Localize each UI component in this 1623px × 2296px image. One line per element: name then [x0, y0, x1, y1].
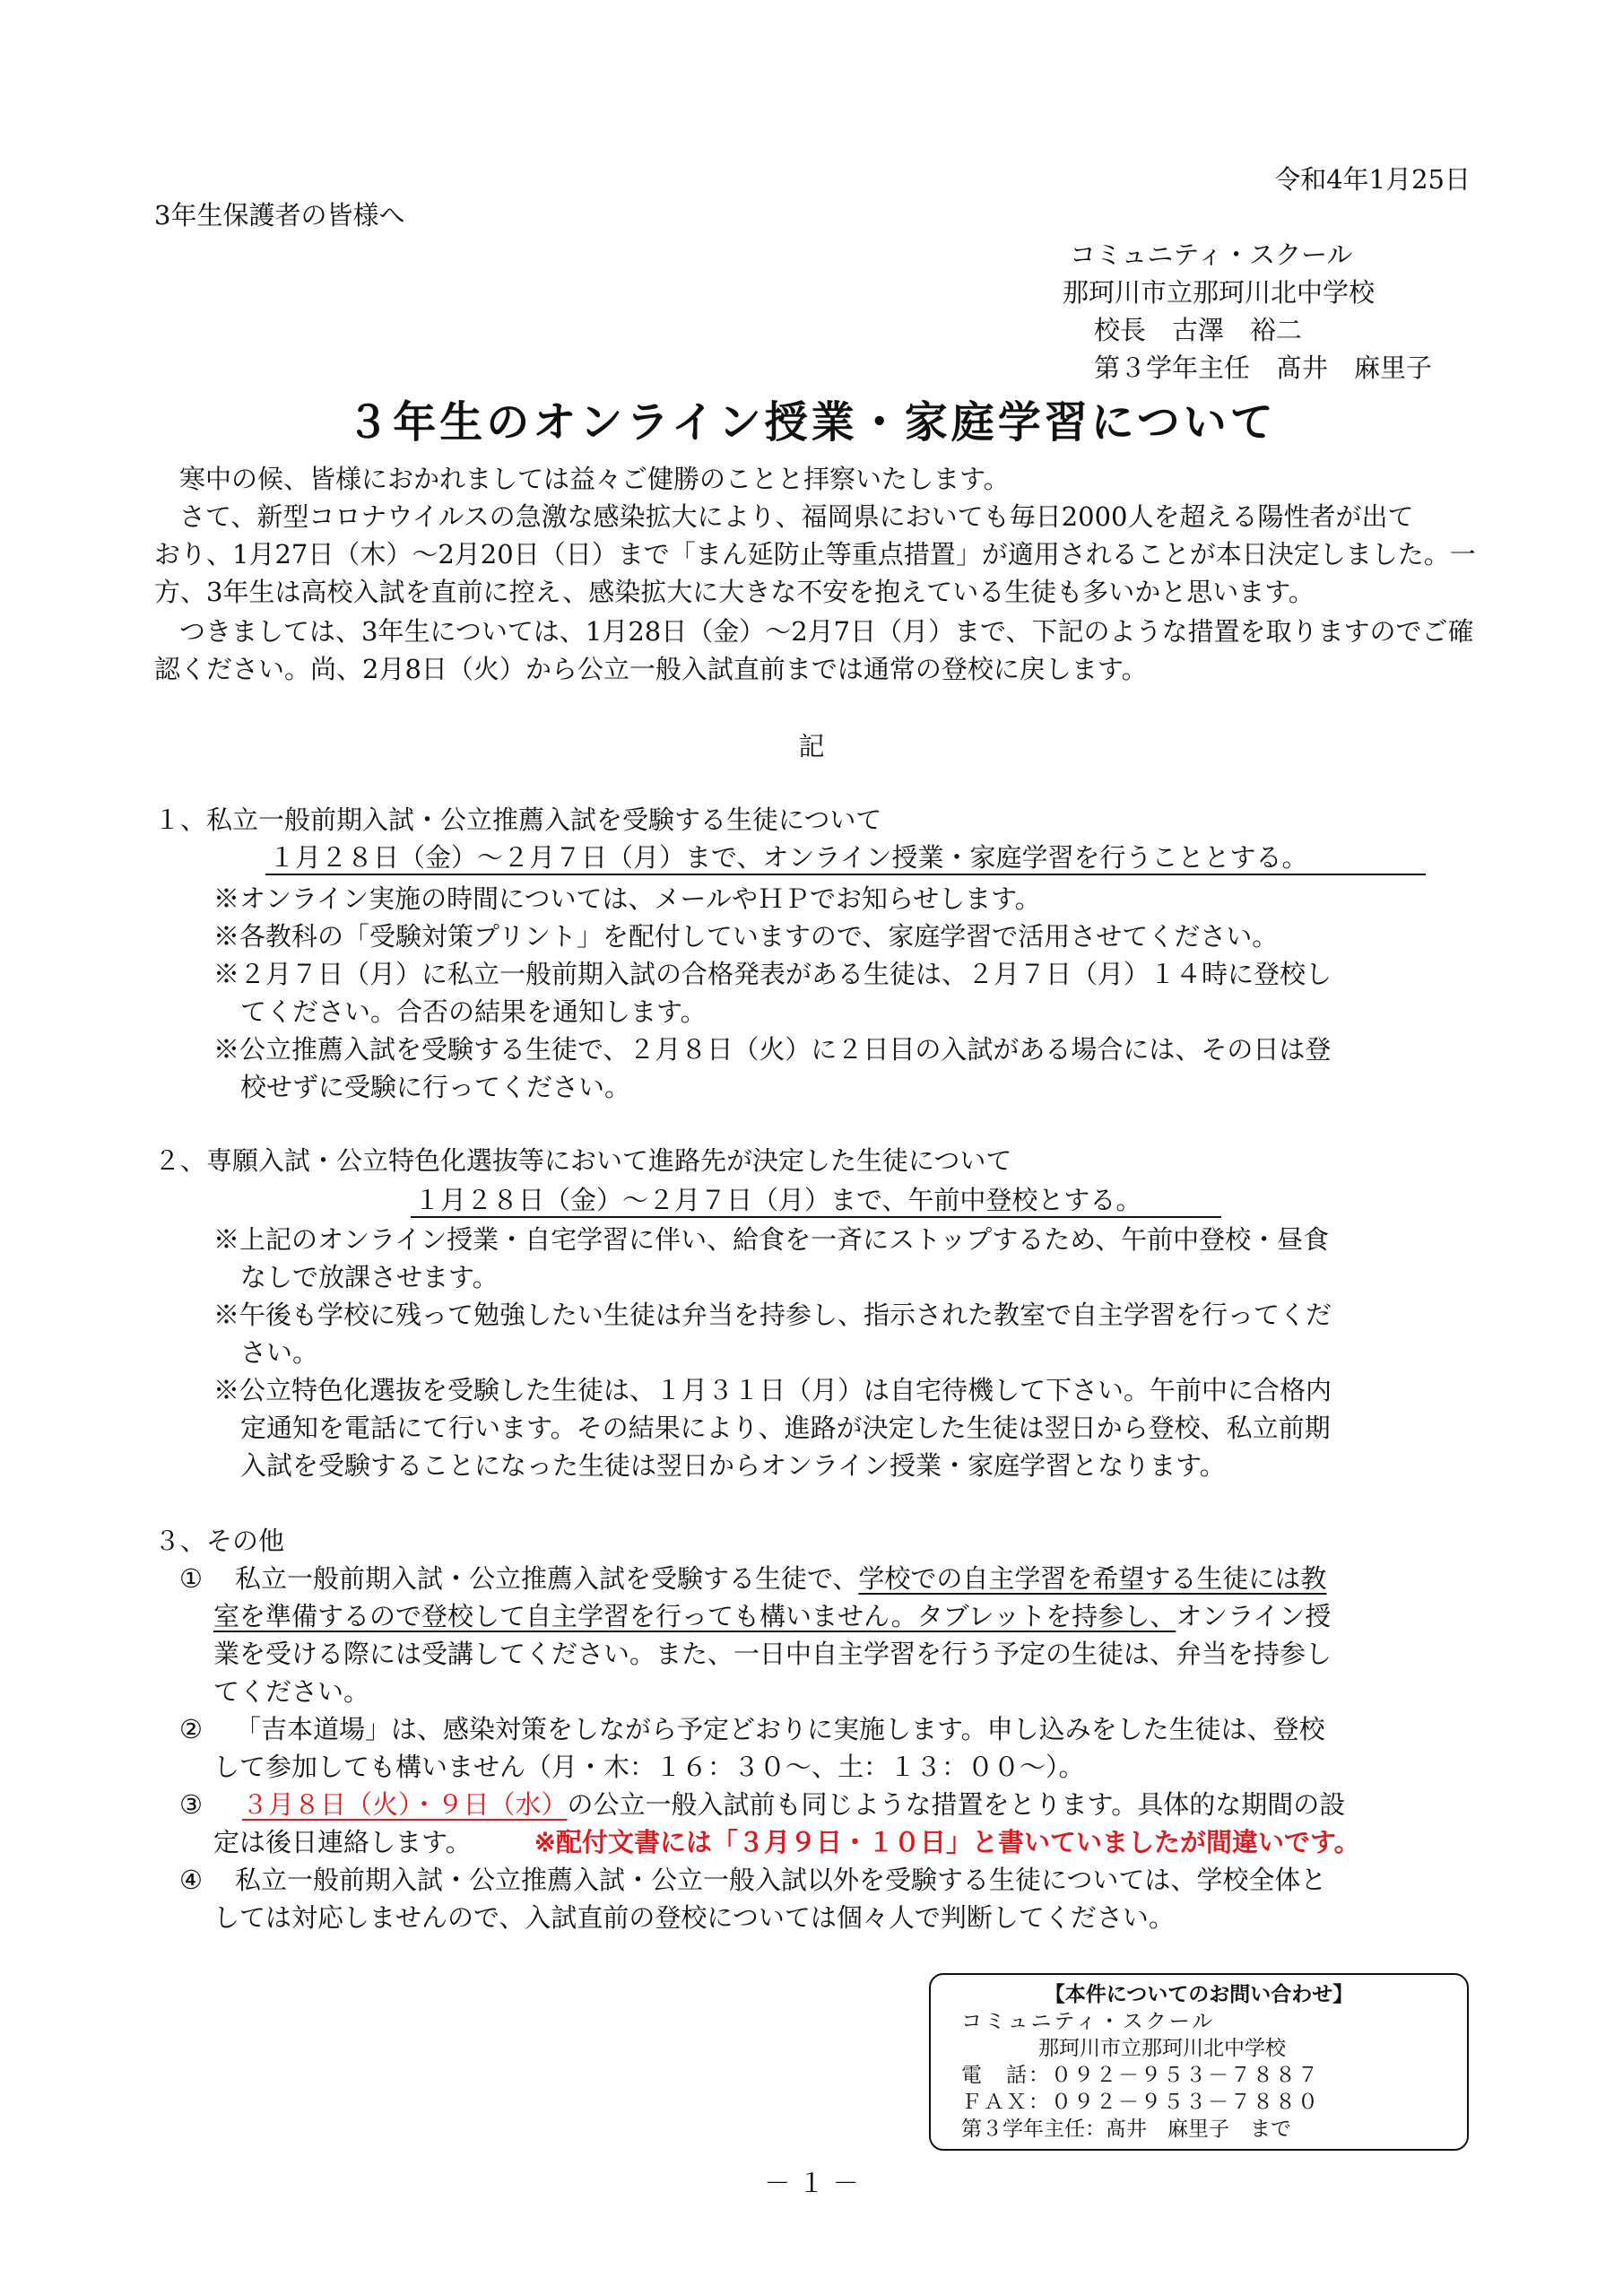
sender-grade-head: 第３学年主任 髙井 麻里子 [1094, 352, 1433, 383]
intro-line-5: つきましては、3年生については、1月28日（金）～2月7日（月）まで、下記のような措置を取りますのでご確 [179, 616, 1474, 647]
section2-note-3-cont-2: 入試を受験することになった生徒は翌日からオンライン授業・家庭学習となります。 [240, 1450, 1226, 1481]
section1-main: １月２８日（金）～２月７日（月）まで、オンライン授業・家庭学習を行うこととする。 [269, 842, 1308, 873]
item3-line-2 [213, 1822, 1360, 1862]
section2-heading: ２、専願入試・公立特色化選抜等において進路先が決定した生徒について [154, 1145, 1012, 1176]
section1-note-3: ※２月７日（月）に私立一般前期入試の合格発表がある生徒は、２月７日（月）１４時に登校し [213, 959, 1332, 989]
item2-line-1: 「吉本道場」は、感染対策をしながら予定どおりに実施します。申し込みをした生徒は、登校 [235, 1714, 1325, 1744]
item1-line-4: てください。 [213, 1676, 370, 1707]
item1-number: ① [179, 1563, 203, 1594]
contact-heading: 【本件についてのお問い合わせ】 [1044, 1983, 1354, 2006]
item1-line-2-text: オンライン授 [1176, 1601, 1332, 1631]
item1-line-2 [213, 1596, 1331, 1636]
ki-heading: 記 [798, 731, 825, 761]
intro-line-1: 寒中の候、皆様におかれましては益々ご健勝のことと拝察いたします。 [179, 464, 1010, 494]
item1-line-1-underlined: 学校での自主学習を希望する生徒には教 [858, 1563, 1327, 1594]
page-title: ３年生のオンライン授業・家庭学習について [346, 397, 1277, 448]
item3-line-1 [242, 1785, 1345, 1824]
item3-line-1-text: の公立一般入試前も同じような措置をとります。具体的な期間の設 [567, 1789, 1346, 1820]
contact-tel: 電 話：０９２－９５３－７８８７ [961, 2064, 1320, 2087]
item4-number: ④ [179, 1865, 203, 1895]
section1-note-1: ※オンライン実施の時間については、メールやＨＰでお知らせします。 [213, 883, 1041, 914]
item3-number: ③ [179, 1789, 203, 1820]
intro-line-3: おり、1月27日（木）～2月20日（日）まで「まん延防止等重点措置」が適用されることが本日決定しました。一 [154, 539, 1476, 570]
sender-principal: 校長 古澤 裕二 [1094, 315, 1303, 345]
contact-fax: ＦＡＸ：０９２－９５３－７８８０ [961, 2091, 1320, 2114]
contact-school: 那珂川市立那珂川北中学校 [1038, 2037, 1286, 2060]
section2-note-2: ※午後も学校に残って勉強したい生徒は弁当を持参し、指示された教室で自主学習を行ってくだ [213, 1300, 1332, 1330]
section2-main: １月２８日（金）～２月７日（月）まで、午前中登校とする。 [414, 1185, 1142, 1215]
sender-org-type: コミュニティ・スクール [1070, 239, 1353, 270]
section1-main-underline [265, 874, 1426, 875]
item1-line-3: 業を受ける際には受講してください。また、一日中自主学習を行う予定の生徒は、弁当を持参し [213, 1639, 1332, 1669]
section2-note-3-cont-1: 定通知を電話にて行います。その結果により、進路が決定した生徒は翌日から登校、私立前期 [240, 1413, 1331, 1443]
intro-line-6: 認ください。尚、2月8日（火）から公立一般入試直前までは通常の登校に戻します。 [154, 654, 1148, 684]
item2-line-2: して参加しても構いません（月・木：１６：３０～、土：１３：００～）。 [213, 1752, 1085, 1782]
section1-note-2: ※各教科の「受験対策プリント」を配付していますので、家庭学習で活用させてください。 [213, 921, 1279, 952]
section1-heading: １、私立一般前期入試・公立推薦入試を受験する生徒について [154, 804, 882, 835]
section2-main-underline [411, 1216, 1221, 1218]
intro-line-2: さて、新型コロナウイルスの急激な感染拡大により、福岡県においても毎日2000人を超える陽性者が出て [179, 501, 1414, 532]
contact-org-type: コミュニティ・スクール [961, 2010, 1216, 2033]
item1-line-1-text: 私立一般前期入試・公立推薦入試を受験する生徒で、 [235, 1563, 859, 1594]
item3-correction-note: ※配付文書には「３月９日・１０日」と書いていましたが間違いです。 [534, 1827, 1360, 1857]
section1-note-4-cont: 校せずに受験に行ってください。 [240, 1072, 631, 1102]
contact-person: 第３学年主任：髙井 麻里子 まで [961, 2118, 1291, 2141]
item1-line-2-underlined: 室を準備するので登校して自主学習を行っても構いません。タブレットを持参し、 [213, 1601, 1176, 1631]
section2-note-1: ※上記のオンライン授業・自宅学習に伴い、給食を一斉にストップするため、午前中登校・昼食 [213, 1224, 1330, 1255]
addressee: 3年生保護者の皆様へ [154, 200, 405, 230]
section2-note-3: ※公立特色化選抜を受験した生徒は、１月３１日（月）は自宅待機して下さい。午前中に合格内 [213, 1375, 1332, 1405]
contact-box [929, 1973, 1469, 2151]
section1-note-3-cont: てください。合否の結果を通知します。 [240, 996, 707, 1027]
sender-school: 那珂川市立那珂川北中学校 [1063, 277, 1376, 308]
item1-line-1 [235, 1559, 1326, 1598]
section1-note-4: ※公立推薦入試を受験する生徒で、２月８日（火）に２日目の入試がある場合には、その日は登 [213, 1034, 1332, 1065]
intro-line-4: 方、3年生は高校入試を直前に控え、感染拡大に大きな不安を抱えている生徒も多いかと思います。 [154, 577, 1315, 607]
item4-line-1: 私立一般前期入試・公立推薦入試・公立一般入試以外を受験する生徒については、学校全体と [235, 1865, 1327, 1895]
item3-line-2-text: 定は後日連絡します。 [213, 1827, 472, 1857]
page-number: － １ － [764, 2168, 859, 2198]
item3-red-dates: ３月８日（火）・９日（水） [242, 1789, 568, 1820]
section2-note-1-cont: なしで放課させます。 [240, 1262, 499, 1292]
document-date: 令和4年1月25日 [1274, 164, 1471, 195]
section3-heading: ３、その他 [154, 1526, 285, 1556]
section2-note-2-cont: さい。 [240, 1337, 319, 1368]
item2-number: ② [179, 1714, 203, 1744]
item4-line-2: しては対応しませんので、入試直前の登校については個々人で判断してください。 [213, 1902, 1175, 1933]
